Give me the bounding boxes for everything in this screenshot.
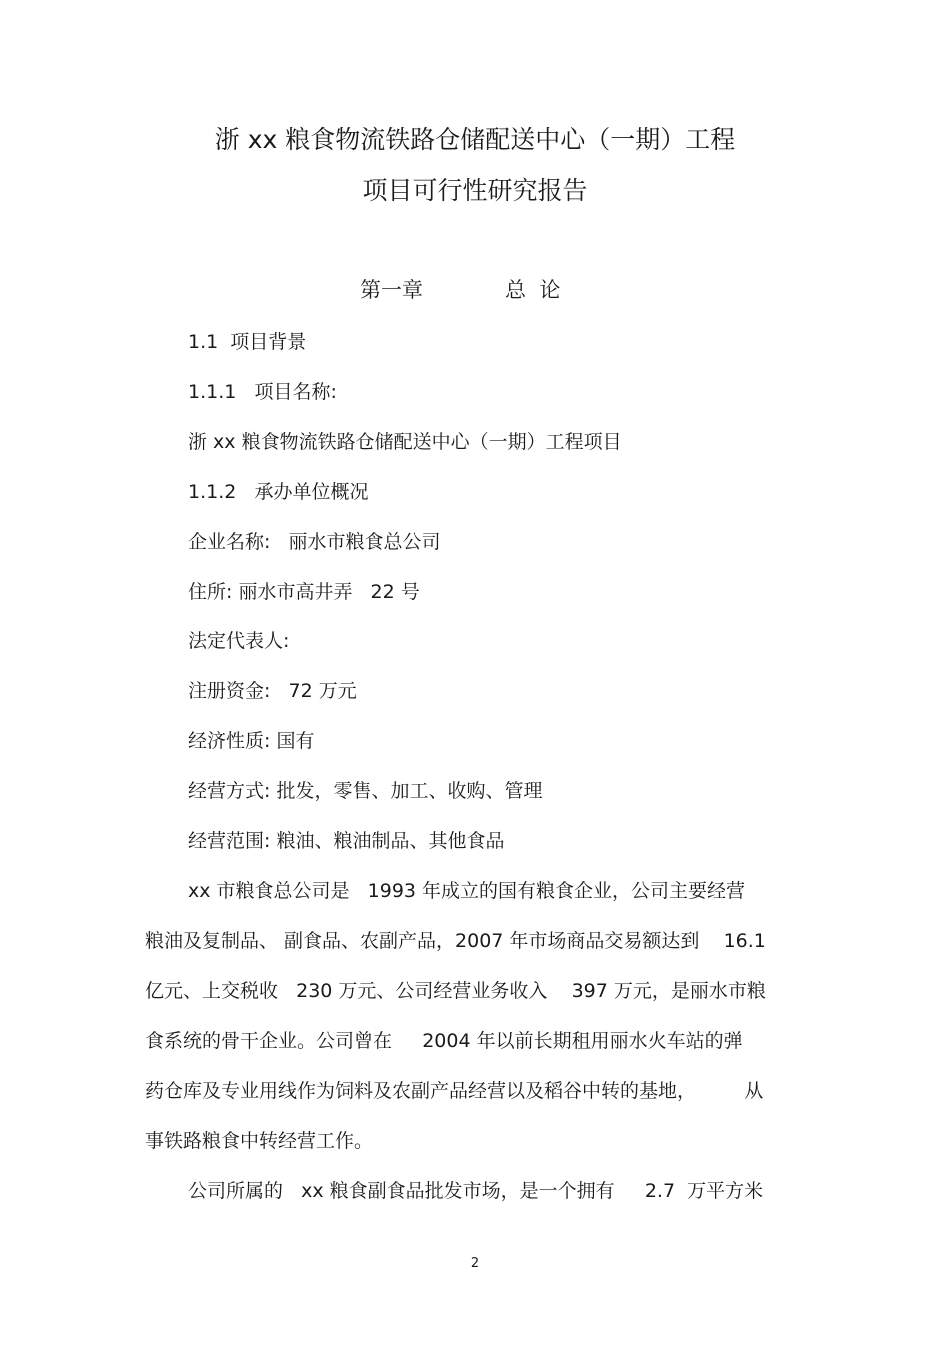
paragraph-line: 粮油及复制品、 副食品、农副产品，2007 年市场商品交易额达到 16.1 (145, 930, 766, 952)
paragraph-line: 公司所属的 xx 粮食副食品批发市场，是一个拥有 2.7 万平方米 (188, 1180, 764, 1202)
paragraph-line: 食系统的骨干企业。公司曾在 2004 年以前长期租用丽水火车站的弹 (145, 1030, 743, 1052)
business-scope-line: 经营范围: 粮油、粮油制品、其他食品 (188, 830, 505, 852)
page-number: 2 (470, 1256, 480, 1271)
company-name-line: 企业名称: 丽水市粮食总公司 (188, 531, 441, 553)
chapter-name: 总 论 (505, 278, 561, 302)
section-heading-1-1-2: 1.1.2 承办单位概况 (188, 481, 369, 503)
section-heading-1-1-1: 1.1.1 项目名称: (188, 381, 337, 403)
address-line: 住所: 丽水市高井弄 22 号 (188, 581, 420, 603)
legal-representative-line: 法定代表人: (188, 630, 290, 652)
paragraph-line: xx 市粮食总公司是 1993 年成立的国有粮食企业，公司主要经营 (188, 880, 746, 902)
report-title-line-2: 项目可行性研究报告 (362, 176, 588, 205)
paragraph-line: 亿元、上交税收 230 万元、公司经营业务收入 397 万元，是丽水市粮 (145, 980, 766, 1002)
economic-nature-line: 经济性质: 国有 (188, 730, 315, 752)
report-title-line-1: 浙 xx 粮食物流铁路仓储配送中心（一期）工程 (214, 125, 736, 154)
section-heading-1-1: 1.1 项目背景 (188, 331, 307, 353)
chapter-number: 第一章 (360, 278, 423, 302)
registered-capital-line: 注册资金: 72 万元 (188, 680, 357, 702)
project-name: 浙 xx 粮食物流铁路仓储配送中心（一期）工程项目 (188, 431, 622, 453)
business-mode-line: 经营方式: 批发，零售、加工、收购、管理 (188, 780, 543, 802)
paragraph-line: 药仓库及专业用线作为饲料及农副产品经营以及稻谷中转的基地， 从 (145, 1080, 764, 1102)
paragraph-line: 事铁路粮食中转经营工作。 (145, 1130, 374, 1152)
